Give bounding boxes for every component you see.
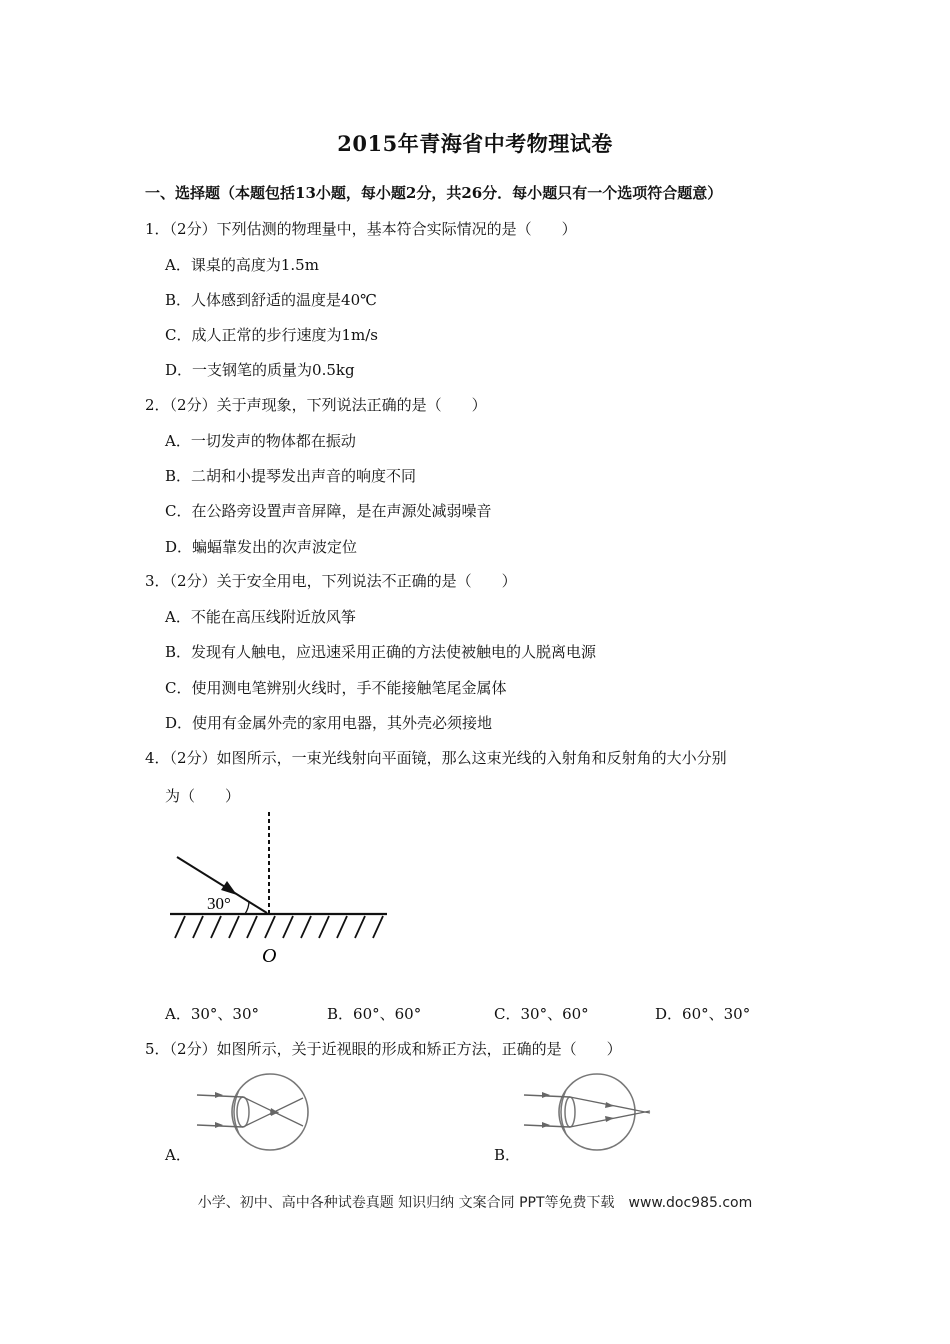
question-3-option-c: C．使用测电笔辨别火线时，手不能接触笔尾金属体: [165, 679, 507, 697]
question-1-option-c: C．成人正常的步行速度为1m/s: [165, 326, 378, 344]
eye-diagram-a: [195, 1068, 315, 1158]
question-1-option-a: A．课桌的高度为1.5m: [165, 256, 319, 274]
question-4-option-d: D．60°、30°: [655, 1005, 751, 1023]
angle-label: 30°: [207, 894, 231, 913]
question-4-option-c: C．30°、60°: [494, 1005, 589, 1023]
question-4-stem-continued: 为（ ）: [165, 787, 241, 805]
angle-arc: [245, 901, 249, 914]
ray-arrow-icon: [221, 881, 237, 895]
question-1-option-b: B．人体感到舒适的温度是40℃: [165, 291, 377, 309]
question-3-option-a: A．不能在高压线附近放风筝: [165, 608, 356, 626]
question-3-stem: 3．（2分）关于安全用电，下列说法不正确的是（ ）: [145, 572, 517, 590]
question-2-option-d: D．蝙蝠靠发出的次声波定位: [165, 538, 358, 556]
question-2-option-a: A．一切发声的物体都在振动: [165, 432, 356, 450]
question-5-option-b: B．: [494, 1146, 521, 1164]
eye-diagram-b: [522, 1068, 657, 1158]
question-3-option-b: B．发现有人触电，应迅速采用正确的方法使被触电的人脱离电源: [165, 643, 597, 661]
question-4-stem: 4．（2分）如图所示，一束光线射向平面镜，那么这束光线的入射角和反射角的大小分别: [145, 749, 727, 767]
question-5-stem: 5．（2分）如图所示，关于近视眼的形成和矫正方法，正确的是（ ）: [145, 1040, 622, 1058]
question-3-option-d: D．使用有金属外壳的家用电器，其外壳必须接地: [165, 714, 493, 732]
page-title: 2015年青海省中考物理试卷: [337, 131, 613, 156]
question-2-stem: 2．（2分）关于声现象，下列说法正确的是（ ）: [145, 396, 487, 414]
section-heading: 一、选择题（本题包括13小题，每小题2分，共26分．每小题只有一个选项符合题意）: [145, 184, 723, 202]
question-2-option-c: C．在公路旁设置声音屏障，是在声源处减弱噪音: [165, 502, 492, 520]
mirror-reflection-figure: [165, 810, 395, 970]
question-1-option-d: D．一支钢笔的质量为0.5kg: [165, 361, 355, 379]
question-4-option-a: A．30°、30°: [165, 1005, 260, 1023]
question-1-stem: 1．（2分）下列估测的物理量中，基本符合实际情况的是（ ）: [145, 220, 577, 238]
question-5-option-a: A．: [165, 1146, 191, 1164]
question-2-option-b: B．二胡和小提琴发出声音的响度不同: [165, 467, 417, 485]
mirror-hatching: [175, 916, 383, 938]
point-o-label: O: [262, 945, 277, 967]
page-footer: 小学、初中、高中各种试卷真题 知识归纳 文案合同 PPT等免费下载 www.doc985.com: [197, 1195, 753, 1211]
question-4-option-b: B．60°、60°: [327, 1005, 422, 1023]
